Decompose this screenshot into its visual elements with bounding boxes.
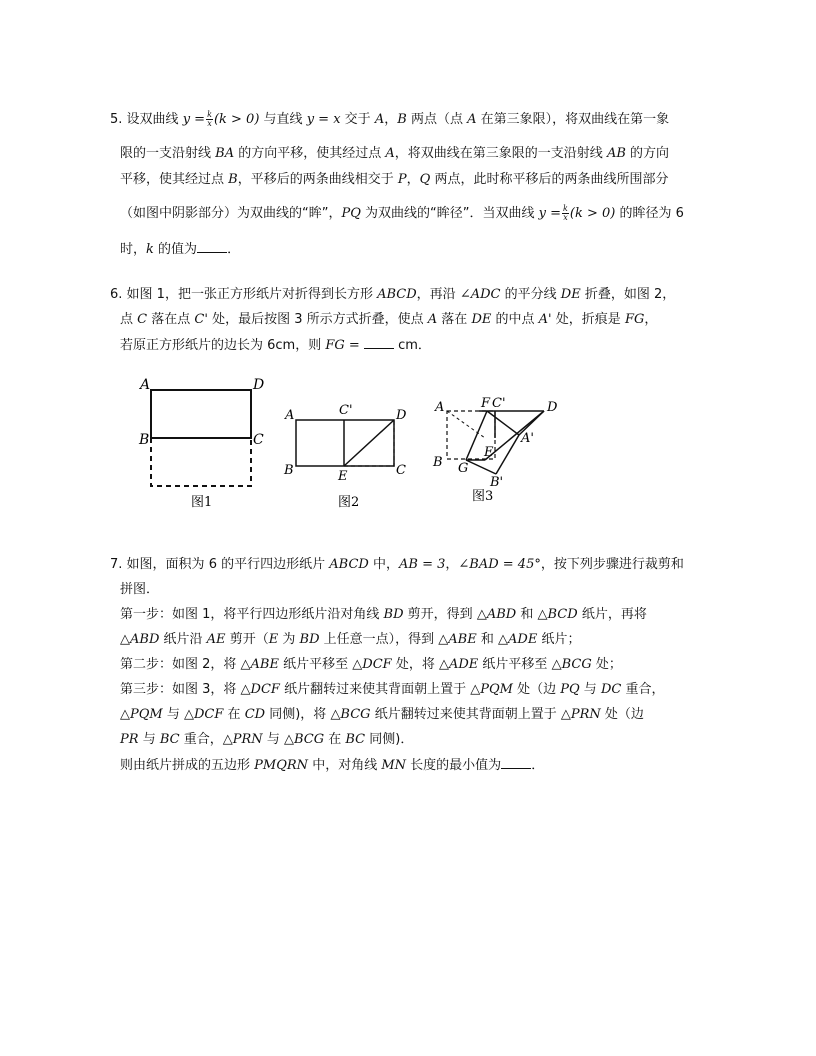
fig1-label-c: C (253, 432, 264, 448)
figure-3 (430, 394, 570, 510)
fig2-label-b: B (284, 463, 294, 478)
q5-number: 5. (110, 112, 123, 127)
fig2-label-a: A (285, 408, 295, 423)
fig3-a-to-fold (447, 411, 485, 438)
fig3-label-a: A (435, 400, 445, 415)
q5-line-1: 5. 设双曲线 y = $\frac{k}{x}$ (k > 0) 与直线 y = x 交于 A，B 两点（点 A 在第三象限），将双曲线在第一象 (110, 110, 670, 128)
answer-blank-q5 (197, 240, 227, 253)
q7-number: 7. (110, 557, 123, 572)
q6-line-1: 6. 如图 1，把一张正方形纸片对折得到长方形 ABCD，再沿 ∠ADC 的平分线 DE 折叠，如图 2， (110, 287, 676, 302)
fig3-label-b: B (433, 455, 443, 470)
fig3-caption: 图3 (472, 489, 494, 504)
fig3-label-cprime: C' (492, 396, 506, 411)
answer-blank-q6 (364, 336, 394, 349)
fig2-caption: 图2 (338, 495, 360, 510)
fig2-crease-de (344, 420, 394, 466)
fig3-f-to-aprime (487, 411, 519, 435)
fig2-rectangle (296, 420, 394, 466)
fig2-label-e: E (338, 469, 348, 484)
answer-blank-q7 (501, 756, 531, 769)
fig2-label-cprime: C' (339, 403, 353, 418)
fig3-de (485, 411, 544, 460)
q7-line-7: △PQM 与 △DCF 在 CD 同侧)，将 △BCG 纸片翻转过来使其背面朝上置于 △PRN 处（边 (120, 707, 644, 722)
q7-line-3: 第一步：如图 1，将平行四边形纸片沿对角线 BD 剪开，得到 △ABD 和 △BCD 纸片，再将 (120, 607, 647, 622)
fig1-label-d: D (253, 377, 265, 393)
fraction-k-over-x: $\frac{k}{x}$ (207, 110, 212, 128)
q5-line-4: （如图中阴影部分）为双曲线的“眸”，PQ 为双曲线的“眸径”．当双曲线 y = $\frac{k}{x}$ (k > 0) 的眸径为 6 (120, 204, 684, 222)
q7-line-4: △ABD 纸片沿 AE 剪开（E 为 BD 上任意一点），得到 △ABE 和 △ADE 纸片； (120, 632, 581, 647)
q7-line-6: 第三步：如图 3，将 △DCF 纸片翻转过来使其背面朝上置于 △PQM 处（边 PQ 与 DC 重合， (120, 682, 665, 697)
q7-line-8: PR 与 BC 重合，△PRN 与 △BCG 在 BC 同侧)． (120, 732, 414, 747)
fig1-caption: 图1 (191, 495, 213, 510)
fig2-label-d: D (396, 408, 407, 423)
fig3-label-bprime: B' (490, 475, 504, 490)
q5-line-3: 平移，使其经过点 B，平移后的两条曲线相交于 P，Q 两点，此时称平移后的两条曲线所围部分 (120, 172, 669, 187)
q6-line-2: 点 C 落在点 C' 处，最后按图 3 所示方式折叠，使点 A 落在 DE 的中点 A' 处，折痕是 FG， (120, 312, 658, 327)
fig2-label-c: C (396, 463, 406, 478)
q6-number: 6. (110, 287, 123, 302)
q5-line-5: 时，k 的值为 ． (120, 242, 241, 257)
fig3-label-e: E (484, 445, 494, 460)
q7-line-1: 7. 如图，面积为 6 的平行四边形纸片 ABCD 中，AB = 3，∠BAD = 45°，按下列步骤进行裁剪和 (110, 557, 684, 572)
fig3-label-aprime: A' (521, 431, 534, 446)
q6-line-3: 若原正方形纸片的边长为 6cm，则 FG = cm． (120, 338, 431, 353)
fig1-label-b: B (139, 432, 150, 448)
fig3-g-to-bprime (466, 460, 496, 474)
figure-1 (135, 372, 270, 512)
q5-line-2: 限的一支沿射线 BA 的方向平移，使其经过点 A，将双曲线在第三象限的一支沿射线 AB 的方向 (120, 146, 670, 161)
fig3-label-d: D (547, 400, 558, 415)
fig1-rectangle-abcd (151, 390, 251, 438)
fig1-label-a: A (140, 377, 151, 393)
figure-2 (282, 398, 412, 510)
fig1-folded-half-dashed (151, 438, 251, 486)
q7-line-5: 第二步：如图 2，将 △ABE 纸片平移至 △DCF 处，将 △ADE 纸片平移至 △BCG 处； (120, 657, 622, 672)
fig3-label-f: F (481, 396, 491, 411)
q7-line-2: 拼图． (120, 582, 160, 597)
fig3-label-g: G (458, 461, 469, 476)
q7-line-9: 则由纸片拼成的五边形 PMQRN 中，对角线 MN 长度的最小值为 ． (120, 758, 545, 773)
fraction-k-over-x-2: $\frac{k}{x}$ (563, 204, 568, 222)
